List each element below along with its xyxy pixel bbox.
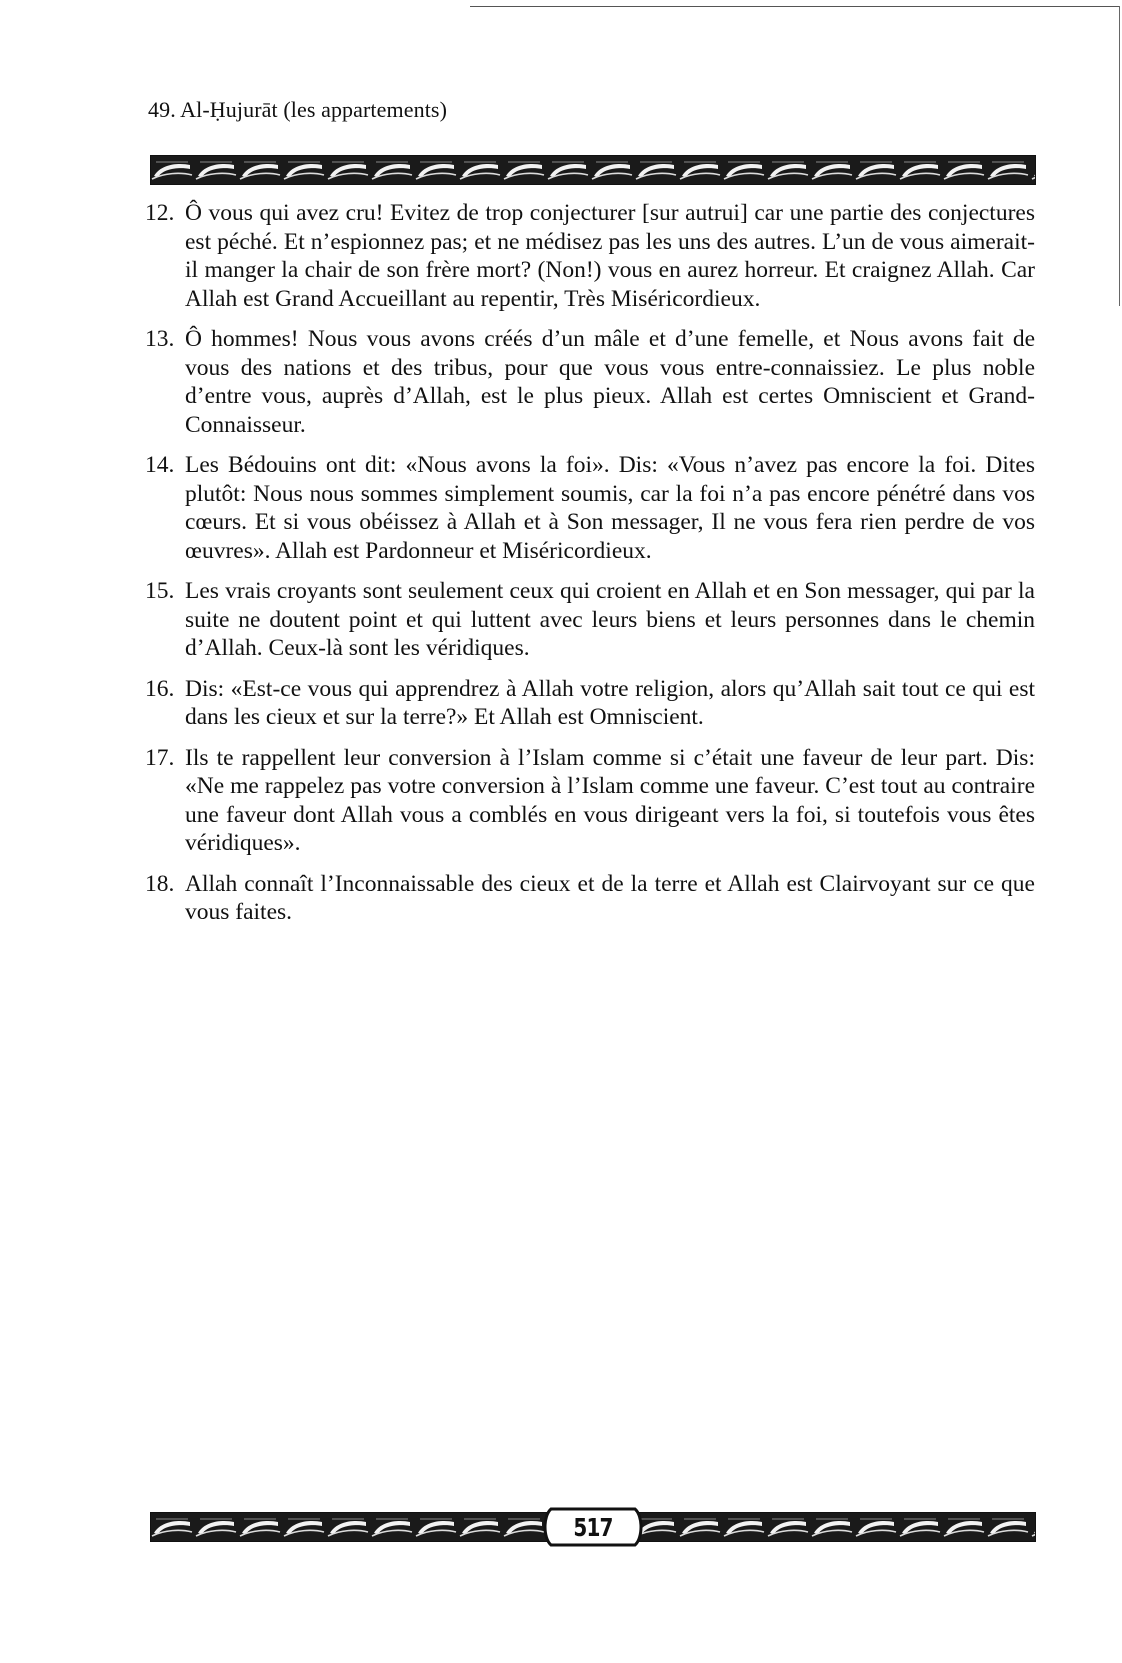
verse-number: 15.	[145, 578, 175, 604]
verse-item	[145, 325, 1035, 439]
verse-item	[145, 577, 1035, 663]
verse-number: 12.	[145, 200, 175, 226]
verse-number: 16.	[145, 675, 175, 702]
verse-number: 13.	[145, 326, 175, 352]
verse-list	[145, 199, 1035, 939]
verse-item	[145, 675, 1035, 732]
scan-edge-line-top	[470, 6, 1120, 7]
ornamental-band-top	[150, 155, 1036, 185]
verse-item	[145, 199, 1035, 313]
verse-number: 18.	[145, 870, 175, 897]
verse-item	[145, 451, 1035, 565]
verse-text: Les vrais croyants sont seulement ceux qui croient en Allah et en Son messager, qui par la suite ne doutent point et qui luttent avec leurs biens et leurs personnes dans le chemin d’Allah. Ceux-là sont les véridiques.	[185, 578, 1035, 661]
verse-text: Ils te rappellent leur conversion à l’Islam comme si c’était une faveur de leur part. Dis: «Ne me rappelez pas votre conversion à l’Islam comme une faveur. C’est tout au contraire une faveur dont Allah vous a comblés en vous dirigeant vers la foi, si toutefois vous êtes véridiques».	[185, 744, 1035, 856]
running-head: 49. Al-Ḥujurāt (les appartements)	[148, 97, 447, 122]
verse-item	[145, 744, 1035, 858]
verse-text: Allah connaît l’Inconnaissable des cieux et de la terre et Allah est Clairvoyant sur ce que vous faites.	[185, 870, 1035, 925]
page-number: 517	[573, 1513, 613, 1542]
verse-number: 17.	[145, 744, 175, 771]
page-number-cartouche	[541, 1506, 645, 1548]
verse-number: 14.	[145, 452, 175, 478]
verse-text: Ô hommes! Nous vous avons créés d’un mâle et d’une femelle, et Nous avons fait de vous des nations et des tribus, pour que vous vous entre-connaissiez. Le plus noble d’entre vous, auprès d’Allah, est le plus pieux. Allah est certes Omniscient et Grand-Connaisseur.	[185, 326, 1035, 438]
verse-item	[145, 870, 1035, 927]
verse-text: Ô vous qui avez cru! Evitez de trop conjecturer [sur autrui] car une partie des conjectures est péché. Et n’espionnez pas; et ne médisez pas les uns des autres. L’un de vous aimerait-il manger la chair de son frère mort? (Non!) vous en aurez horreur. Et craignez Allah. Car Allah est Grand Accueillant au repentir, Très Miséricordieux.	[185, 200, 1035, 312]
scan-edge-line-right	[1119, 6, 1120, 306]
verse-text: Les Bédouins ont dit: «Nous avons la foi». Dis: «Vous n’avez pas encore la foi. Dites plutôt: Nous nous sommes simplement soumis, car la foi n’a pas encore pénétré dans vos cœurs. Et si vous obéissez à Allah et à Son messager, Il ne vous fera rien perdre de vos œuvres». Allah est Pardonneur et Miséricordieux.	[185, 452, 1035, 564]
ornament-chain-icon	[150, 155, 1036, 185]
verse-text: Dis: «Est-ce vous qui apprendrez à Allah votre religion, alors qu’Allah sait tout ce qui est dans les cieux et sur la terre?» Et Allah est Omniscient.	[185, 675, 1035, 730]
